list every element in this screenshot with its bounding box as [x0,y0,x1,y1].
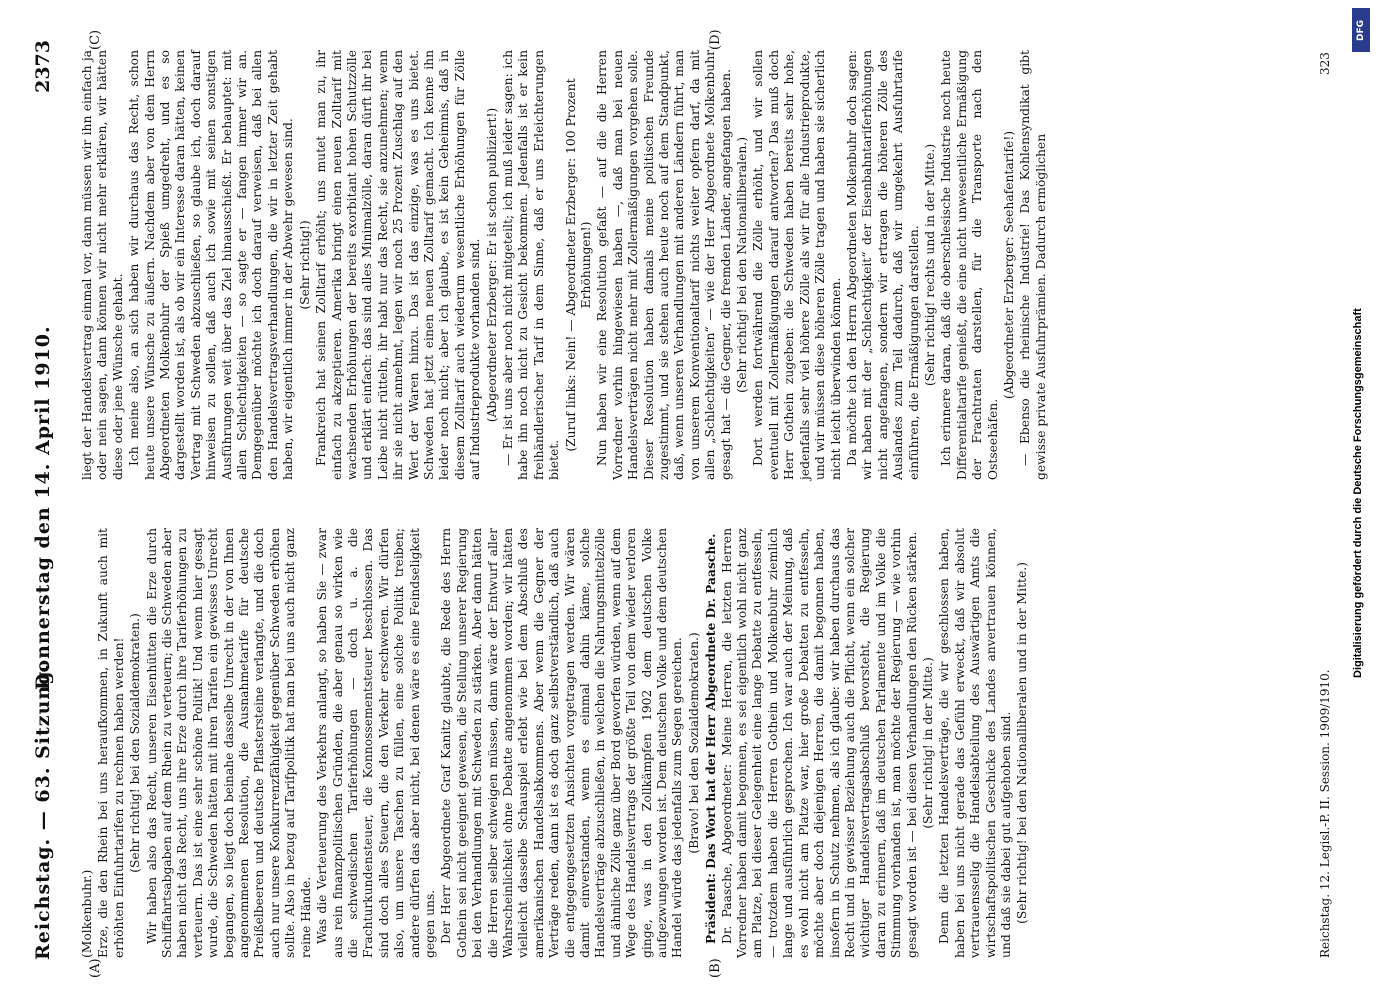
interjection: (Sehr richtig! in der Mitte.) [920,657,935,829]
paragraph: Dort werden fortwährend die Zölle erhöht, und wir sollen eventuell mit Zollermäßigungen darauf antworten? Das muß doch Herr Gothein zugeben: die Schweden haben bereits sehr hohe, jedenfalls sehr viel höhere Zölle als wir für alle Industrieprodukte, und wir müssen diese höheren Zölle tragen und haben sie sicherlich nicht leicht überwinden können. [751,50,843,480]
header-date: Donnerstag den 14. April 1910. [32,325,54,690]
margin-marker-a: (A) [88,958,103,978]
interjection: (Sehr richtig! bei den Sozialdemokraten.) [128,613,143,873]
dfg-funding-note: Digitalisierung gefördert durch die Deutsche Forschungsgemeinschaft [1352,308,1364,678]
header-left: Reichstag. — 63. Sitzung. [32,662,54,960]
interjection: (Sehr richtig! rechts und in der Mitte.) [922,143,937,387]
dfg-logo: DFG [1352,8,1370,52]
paragraph: Dr. Paasche, Abgeordneter: Meine Herren, die letzten Herren Vorredner haben damit begonnen, es sei eigentlich wohl nicht ganz am Platze, bei dieser Gelegenheit eine lange Debatte zu entfesseln, — trotzdem haben die Herren Gothein und Molkenbuhr ziemlich lange und ausführlich gesprochen. Ich war auch der Meinung, daß es wohl nicht am Platze war, hier große Debatten zu entfesseln, möchte aber doch diejenigen Herren, die damit begonnen haben, insofern in Schutz nehmen, als ich glaube: wir haben durchaus das Recht und in gewisser Beziehung auch die Pflicht, wenn ein solcher wichtiger Handelsvertragsabschluß bevorsteht, die Regierung daran zu erinnern, daß im deutschen Parlamente und im Volke die Stimmung vorhanden ist, man möchte der Regierung — wie vorhin gesagt worden ist — bei diesen Verhandlungen den Rücken stärken. [719,528,919,958]
footer-session-info: Reichstag. 12. Legisl.-P. II. Session. 1909/1910. [1318,669,1332,958]
margin-marker-d: (D) [708,29,723,50]
paragraph: Denn die letzten Handelsverträge, die wir geschlossen haben, haben bei uns nicht gerade das Gefühl erweckt, daß wir absolut vertrauensselig die Handelsabteilung des Auswärtigen Amts die wirtschaftspolitischen Geschicke des Landes anvertrauen können, und daß sie dabei gut aufgehoben sind. [937,528,1013,958]
paragraph: liegt der Handelsvertrag einmal vor, dann müssen wir ihn einfach ja oder nein sagen, dann können wir nicht mehr erklären, wir hätten diese oder jene Wünsche gehabt. [80,50,125,480]
paragraph: Nun haben wir eine Resolution gefaßt — auf die die Herren Vorredner vorhin hingewiesen haben —, daß man bei neuen Handelsverträgen nicht mehr mit Zollermäßigungen vorgehen solle. Dieser Resolution haben damals meine politischen Freunde zugestimmt, und sie stehen auch heute noch auf dem Standpunkt, daß, wenn unseren Verhandlungen mit anderen Ländern führt, man von unserem Konventionaltarif nichts weiter opfern darf, da mit allen „Schlechtigkeiten“ — wie der Herr Abgeordnete Molkenbuhr gesagt hat — die Gegner, die fremden Länder, angefangen haben. [595,50,733,480]
paragraph: Da möchte ich den Herrn Abgeordneten Molkenbuhr doch sagen: wir haben mit der „Schlechtigkeit“ der Eisenbahntariferhöhungen nicht angefangen, sondern wir ertragen die höheren Zölle des Auslandes zum Teil dadurch, daß wir umgekehrt Ausfuhrtarife einführen, die Ermäßigungen darstellen. [844,50,921,480]
footer-page-number: 323 [1318,52,1332,75]
header-page-number: 2373 [32,40,54,93]
page-header [28,20,68,980]
paragraph: Frankreich hat seinen Zolltarif erhöht; uns mutet man zu, ihr einfach zu akzeptieren. Amerika bringt einen neuen Zolltarif mit wachsenden Erhöhungen der bereits exorbitant hohen Schutzzölle und erklärt einfach: das sind alles Minimalzölle, daran dürft ihr bei Leibe nicht rütteln, ihr habt nur das Recht, sie anzunehmen; wenn ihr sie nicht annehmt, legen wir noch 25 Prozent Zuschlag auf den Wert der Waren hinzu. Das ist das einzige, was es uns bietet. Schweden hat jetzt einen neuen Zolltarif gemacht. Ich kenne ihn leider noch nicht; aber ich glaube, es ist kein Geheimnis, daß in diesem Zolltarif auch wiederum wesentliche Erhöhungen für Zölle auf Industrieprodukte vorhanden sind. [314,50,483,480]
paragraph: — Ebenso die rheinische Industrie! Das Kohlensyndikat gibt gewisse private Ausfuhrprämien. Dadurch ermöglichen [1018,50,1048,480]
interjection: (Sehr richtig! bei den Nationalliberalen und in der Mitte.) [1015,562,1030,924]
paragraph: Was die Verteuerung des Verkehrs anlangt, so haben Sie — zwar aus rein finanzpolitischen Gründen, die aber genau so wirken wie die schwedischen Tariferhöhungen — doch u. a. die Frachturkundensteuer, die Konnossementsteuer beschlossen. Das sind doch alles Steuern, die den Verkehr erschweren. Wir dürfen also, um unsere Taschen zu füllen, eine solche Politik treiben; andere dürfen das aber nicht, bei denen wäre es eine Feindseligkeit gegen uns. [315,528,437,958]
paragraph: Wir haben also das Recht, unseren Eisenhütten die Erze durch Schiffahrtsabgaben auf dem Rhein zu verteuern; die Schweden aber haben nicht das Recht, uns ihre Erze durch ihre Tariferhöhungen zu verteuern. Das ist eine sehr schöne Politik! Und wenn hier gesagt wurde, die Schweden hätten mit ihren Tarifen ein gewisses Unrecht begangen, so liegt doch beinahe dasselbe Unrecht in der von Ihnen angenommenen Resolution, die Ausnahmetarife für deutsche Preißelbeeren und deutsche Pflastersteine verlangte, und die doch auch nur unsere Konkurrenzfähigkeit gegenüber Schweden erhöhen sollte. Also in bezug auf Tarifpolitik hat man bei uns auch nicht ganz reine Hände. [144,528,313,958]
speaker-paragraph: Präsident: Das Wort hat der Herr Abgeordnete Dr. Paasche. [703,533,719,944]
document-page [28,20,1358,980]
interjection: (Abgeordneter Erzberger: Er ist schon publiziert!) [484,107,499,423]
interjection: (Sehr richtig! bei den Nationalliberalen.) [735,137,750,394]
dfg-sidebar [1348,8,1378,994]
interjection: (Abgeordneter Erzberger: Seehafentarife!) [1001,130,1016,400]
paragraph: Erze, die den Rhein bei uns heraufkommen, in Zukunft auch mit erhöhten Einfuhrtarifen zu rechnen haben werden! [96,528,126,958]
margin-marker-c: (C) [88,29,103,50]
paragraph: — Er ist uns aber noch nicht mitgeteilt; ich muß leider sagen: ich habe ihn noch nicht zu Gesicht bekommen. Jedenfalls ist er kein freihändlerischer Tarif in dem Sinne, daß er uns Erleichterungen bietet. [500,50,562,480]
interjection: (Zuruf links: Nein! — Abgeordneter Erzberger: 100 Prozent Erhöhungen!) [563,78,593,452]
paragraph: Ich meine also, an sich haben wir durchaus das Recht, schon heute unsere Wünsche zu äußern. Nachdem aber von dem Herrn Abgeordneten Molkenbuhr der Spieß umgedreht, und es so dargestellt worden ist, als ob wir ein Interesse daran hätten, keinen Vertrag mit Schweden abzuschließen, so glaube ich, doch darauf hinweisen zu sollen, daß auch ich sowie mit seinen sonstigen Ausführungen weit über das Ziel hinausschießt. Er behauptet: mit allen Schlechtigkeiten — so sagte er — fangen immer wir an. Demgegenüber möchte ich doch darauf verweisen, daß bei allen den Handelsvertragsverhandlungen, die wir in letzter Zeit gehabt haben, wir eigentlich immer in der Abwehr gewesen sind. [127,50,296,480]
paragraph: Der Herr Abgeordnete Graf Kanitz glaubte, die Rede des Herrn Gothein sei nicht geeignet gewesen, die Stellung unserer Regierung bei den Verhandlungen mit Schweden zu stärken. Aber dann hätten die Herren selber schweigen müssen, dann wäre der Entwurf aller Wahrscheinlichkeit ohne Debatte angenommen worden; wir hätten vielleicht dasselbe Schauspiel erlebt wie bei dem Abschluß des amerikanischen Handelsabkommens. Aber wenn die Gegner der Verträge reden, dann ist es doch ganz selbstverständlich, daß auch die entgegengesetzten Ansichten vorgetragen werden. Wir wären damit einverstanden, wenn es einmal dahin käme, solche Handelsverträge abzuschließen, in welchen die Nahrungsmittelzölle und ähnliche Zölle ganz über Bord geworfen würden, wenn auf dem Wege des Handelsvertrags der größte Teil von dem wieder verloren ginge, was in den Zollkämpfen 1902 dem deutschen Volke aufgezwungen worden ist. Dem deutschen Volke und dem deutschen Handel würde das jedenfalls zum Segen gereichen. [439,528,685,958]
interjection: (Sehr richtig!) [297,220,312,310]
paragraph: Ich erinnere daran, daß die oberschlesische Industrie noch heute Differentialtarife genießt, die eine nicht unwesentliche Ermäßigung der Frachtraten darstellen, für die Transporte nach den Ostseehäfen. [939,50,1000,480]
right-column [80,50,1050,480]
interjection: (Bravo! bei den Sozialdemokraten.) [686,632,701,854]
paragraph: (Molkenbuhr.) [80,869,94,958]
left-column [80,528,1032,958]
margin-marker-b: (B) [708,958,723,978]
